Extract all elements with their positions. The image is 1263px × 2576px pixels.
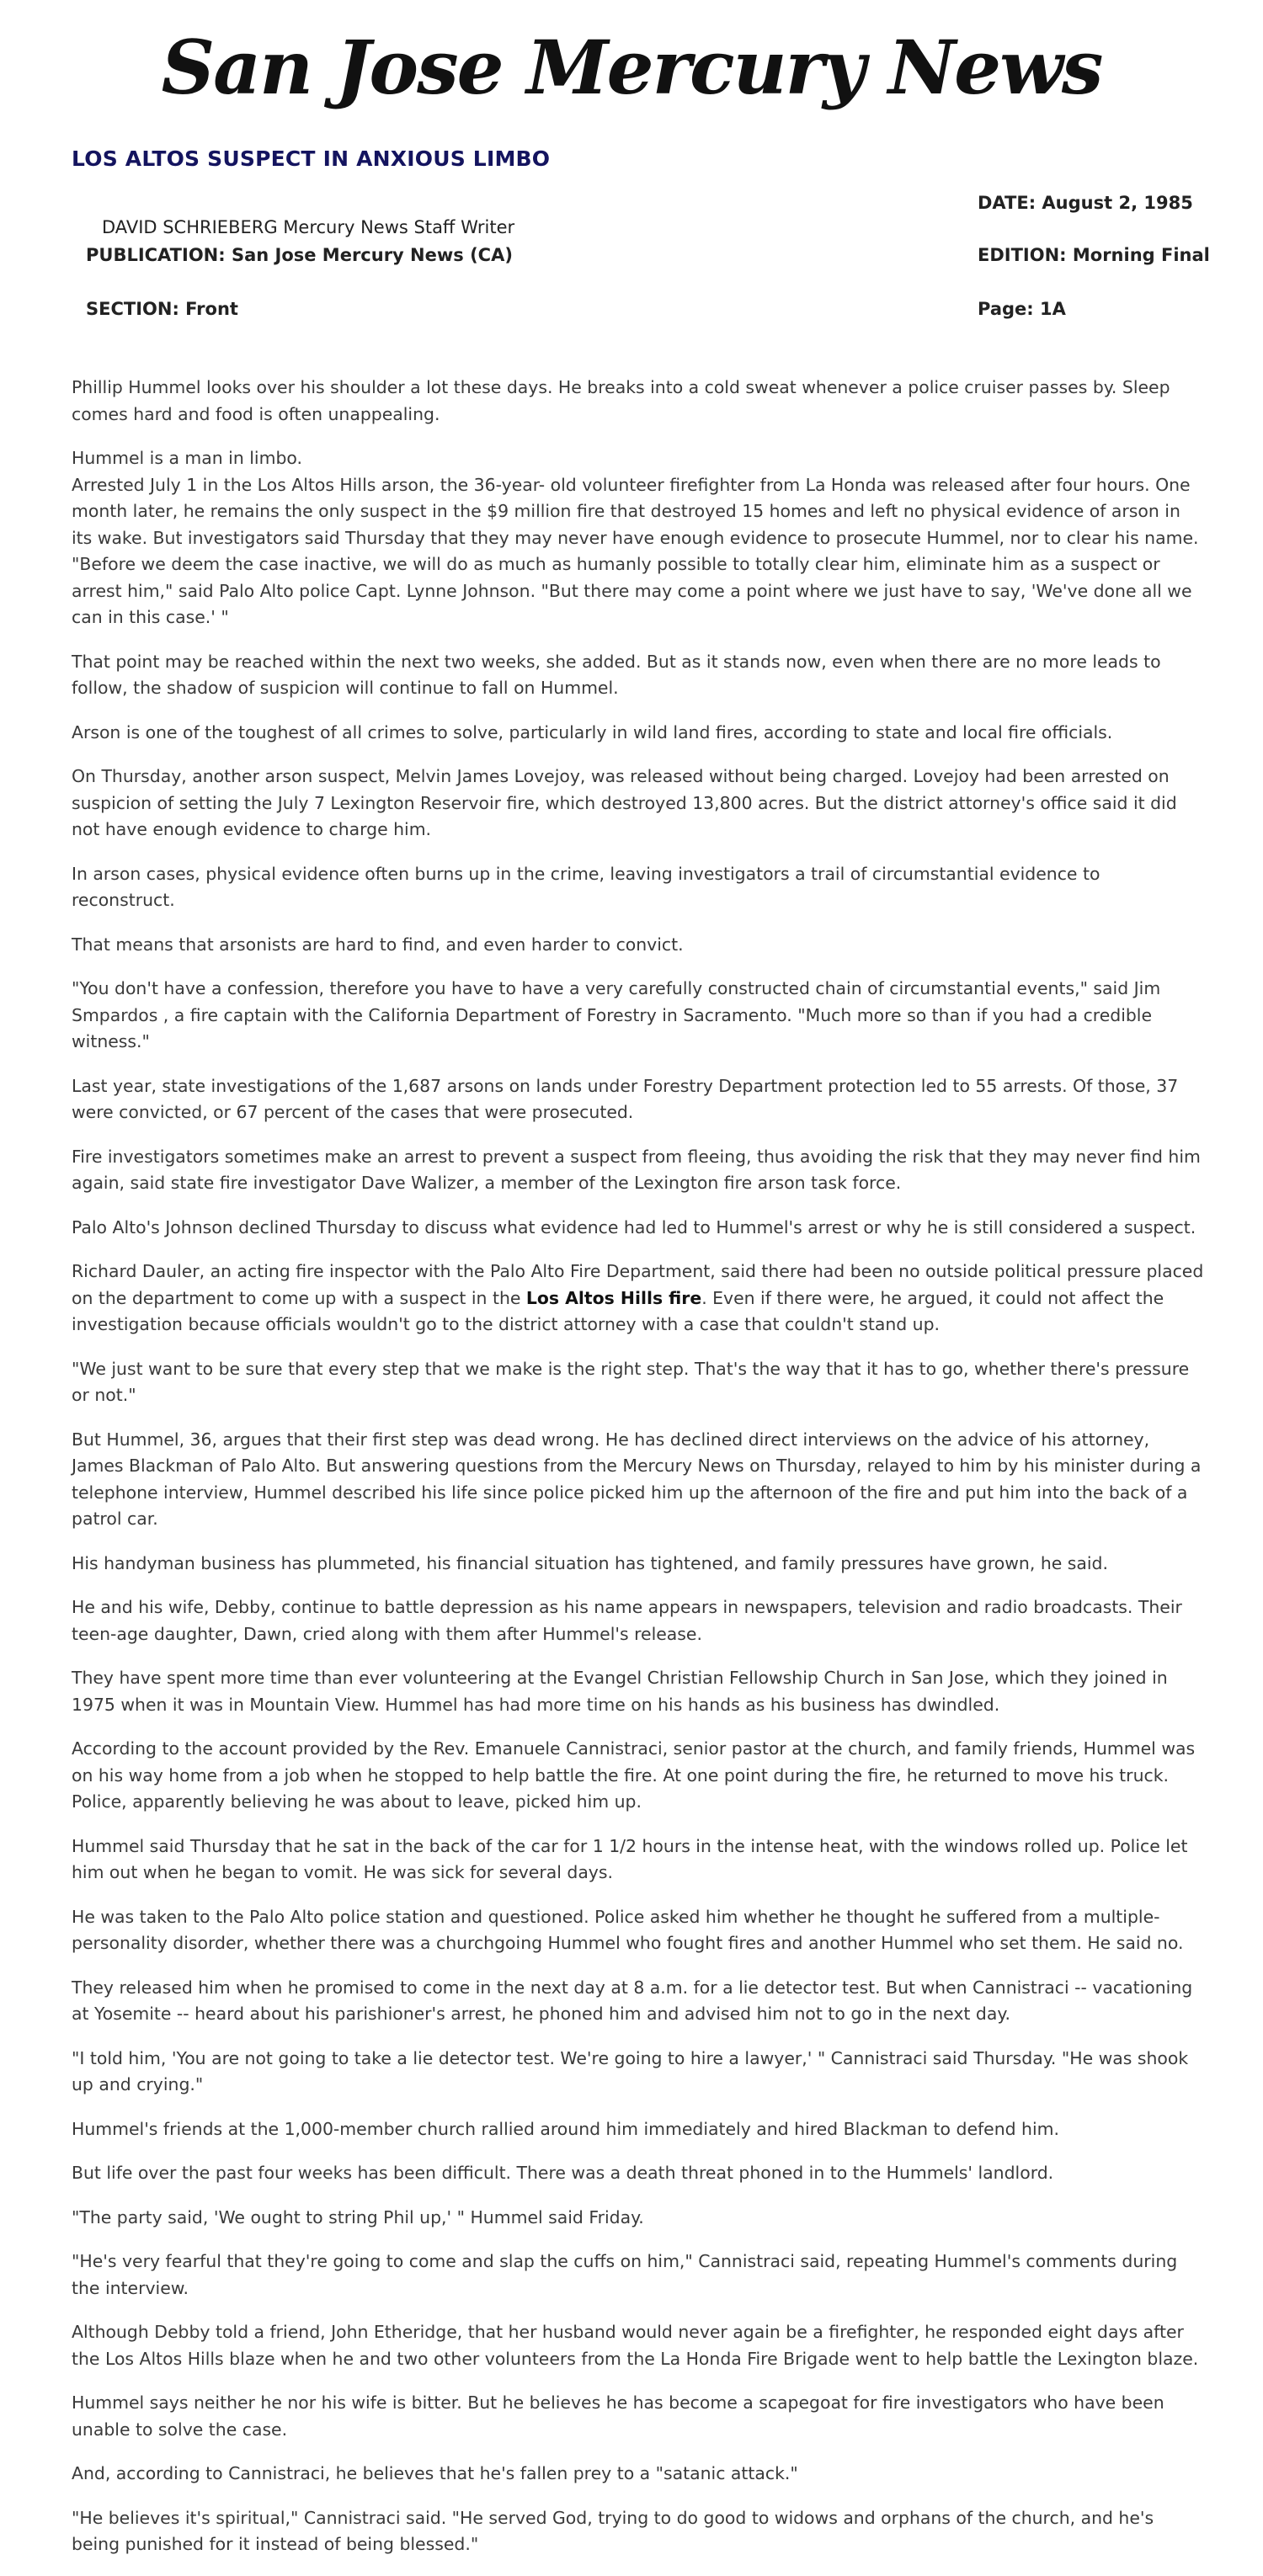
article-paragraph: But Hummel, 36, argues that their first step was dead wrong. He has declined direct interviews on the advice of his attorney, James Blackman of Palo Alto. But answering questions from the Mercury News on Thursday, relayed to him by his minister during a telephone interview, Hummel described his life since police picked him up the afternoon of the fire and put him into the back of a patrol car.: [72, 1429, 1202, 1529]
publication-line: PUBLICATION: San Jose Mercury News (CA): [86, 245, 513, 265]
edition-line: EDITION: Morning Final: [978, 245, 1210, 265]
article-paragraph: Arson is one of the toughest of all crimes to solve, particularly in wild land fires, according to state and local fire officials.: [72, 721, 1113, 742]
section-line: SECTION: Front: [86, 299, 238, 319]
article-paragraph: In arson cases, physical evidence often burns up in the crime, leaving investigators a trail of circumstantial evidence to reconstruct.: [72, 863, 1100, 910]
article-paragraph: Hummel says neither he nor his wife is bitter. But he believes he has become a scapegoat for fire investigators who have been unable to solve the case.: [72, 2392, 1164, 2440]
article-paragraph: Although Debby told a friend, John Etheridge, that her husband would never again be a firefighter, he responded eight days after the Los Altos Hills blaze when he and two other volunteers from the La Honda Fire Brigade went to help battle the Lexington blaze.: [72, 2322, 1199, 2369]
article-paragraph: "I told him, 'You are not going to take a lie detector test. We're going to hire a lawyer,' " Cannistraci said Thursday. "He was shook up and crying.": [72, 2047, 1189, 2094]
dauler-text-after: . Even if there were, he argued, it could not affect the investigation because officials wouldn't go to the district attorney with a case that couldn't stand up.: [72, 1287, 1164, 1334]
article-paragraph: Hummel said Thursday that he sat in the back of the car for 1 1/2 hours in the intense heat, with the windows rolled up. Police let him out when he began to vomit. He was sick for several days.: [72, 1835, 1188, 1882]
article-paragraph: Fire investigators sometimes make an arrest to prevent a suspect from fleeing, thus avoiding the risk that they may never find him again, said state fire investigator Dave Walizer, a member of the Lexington fire arson task force.: [72, 1146, 1201, 1193]
article-paragraph: According to the account provided by the Rev. Emanuele Cannistraci, senior pastor at the church, and family friends, Hummel was on his way home from a job when he stopped to help battle the fire. At one point during the fire, he returned to move his truck. Police, apparently believing he was about to leave, picked him up.: [72, 1738, 1196, 1812]
article-paragraph: But life over the past four weeks has been difficult. There was a death threat phoned in to the Hummels' landlord.: [72, 2163, 1054, 2183]
article-paragraph: Last year, state investigations of the 1,687 arsons on lands under Forestry Department protection led to 55 arrests. Of those, 37 were convicted, or 67 percent of the cases that were prosecuted.: [72, 1075, 1179, 1122]
article-paragraph: Hummel's friends at the 1,000-member church rallied around him immediately and hired Blackman to defend him.: [72, 2118, 1059, 2139]
article-paragraph: "The party said, 'We ought to string Phil up,' " Hummel said Friday.: [72, 2206, 644, 2227]
article-paragraph: Hummel is a man in limbo.: [72, 448, 302, 468]
page-line: Page: 1A: [978, 299, 1066, 319]
dauler-bold-phrase: Los Altos Hills fire: [525, 1287, 702, 1308]
article-body: [72, 375, 1204, 2576]
article-paragraph: Palo Alto's Johnson declined Thursday to discuss what evidence had led to Hummel's arrest or why he is still considered a suspect.: [72, 1216, 1196, 1237]
article-paragraph: They released him when he promised to come in the next day at 8 a.m. for a lie detector test. But when Cannistraci -- vacationing at Yosemite -- heard about his parishioner's arrest, he phoned him and advised him not to go in the next day.: [72, 1977, 1193, 2024]
article-paragraph: That means that arsonists are hard to find, and even harder to convict.: [72, 934, 684, 955]
article-paragraph: "You don't have a confession, therefore you have to have a very carefully constructed chain of circumstantial events," said Jim Smpardos , a fire captain with the California Department of Forestry in Sacramento. "Much more so than if you had a credible witness.": [72, 978, 1161, 1051]
article-paragraph: And, according to Cannistraci, he believes that he's fallen prey to a "satanic attack.": [72, 2463, 798, 2483]
article-paragraph: They have spent more time than ever volunteering at the Evangel Christian Fellowship Church in San Jose, which they joined in 1975 when it was in Mountain View. Hummel has had more time on his hands as his business has dwindled.: [72, 1668, 1168, 1715]
dauler-text-before: Richard Dauler, an acting fire inspector with the Palo Alto Fire Department, said there had been no outside political pressure placed on the department to come up with a suspect in the: [72, 1261, 1204, 1308]
article-paragraph: His handyman business has plummeted, his financial situation has tightened, and family pressures have grown, he said.: [72, 1552, 1108, 1573]
article-paragraph: Arrested July 1 in the Los Altos Hills arson, the 36-year- old volunteer firefighter from La Honda was released after four hours. One month later, he remains the only suspect in the $9 million fire that destroyed 15 homes and left no physical evidence of arson in its wake. But investigators said Thursday that they may never have enough evidence to prosecute Hummel, nor to clear his name. "Before we deem the case inactive, we will do as much as humanly possible to totally clear him, eliminate him as a suspect or arrest him," said Palo Alto police Capt. Lynne Johnson. "But there may come a point where we just have to say, 'We've done all we can in this case.' ": [72, 474, 1199, 627]
article-paragraph: He was taken to the Palo Alto police station and questioned. Police asked him whether he thought he suffered from a multiple-personality disorder, whether there was a churchgoing Hummel who fought fires and another Hummel who set them. He said no.: [72, 1906, 1184, 1953]
article-paragraph: He and his wife, Debby, continue to battle depression as his name appears in newspapers, television and radio broadcasts. Their teen-age daughter, Dawn, cried along with them after Hummel's release.: [72, 1597, 1182, 1644]
article-paragraph: On Thursday, another arson suspect, Melvin James Lovejoy, was released without being charged. Lovejoy had been arrested on suspicion of setting the July 7 Lexington Reservoir fire, which destroyed 13,800 acres. But the district attorney's office said it did not have enough evidence to charge him.: [72, 766, 1177, 839]
date-line: DATE: August 2, 1985: [978, 193, 1193, 213]
byline: DAVID SCHRIEBERG Mercury News Staff Writer: [102, 217, 515, 237]
article-paragraph: "He's very fearful that they're going to come and slap the cuffs on him," Cannistraci said, repeating Hummel's comments during the interview.: [72, 2251, 1178, 2298]
article-paragraph: That point may be reached within the next two weeks, she added. But as it stands now, even when there are no more leads to follow, the shadow of suspicion will continue to fall on Hummel.: [72, 651, 1161, 698]
article-paragraph: "We just want to be sure that every step that we make is the right step. That's the way that it has to go, whether there's pressure or not.": [72, 1358, 1190, 1405]
masthead-logo: San Jose Mercury News: [161, 24, 1102, 111]
article-paragraph: "He believes it's spiritual," Cannistraci said. "He served God, trying to do good to widows and orphans of the church, and he's being punished for it instead of being blessed.": [72, 2507, 1154, 2554]
article-paragraph: Phillip Hummel looks over his shoulder a lot these days. He breaks into a cold sweat whenever a police cruiser passes by. Sleep comes hard and food is often unappealing.: [72, 377, 1170, 424]
article-paragraph-dauler: [72, 1259, 1204, 1339]
article-headline: LOS ALTOS SUSPECT IN ANXIOUS LIMBO: [72, 146, 551, 171]
